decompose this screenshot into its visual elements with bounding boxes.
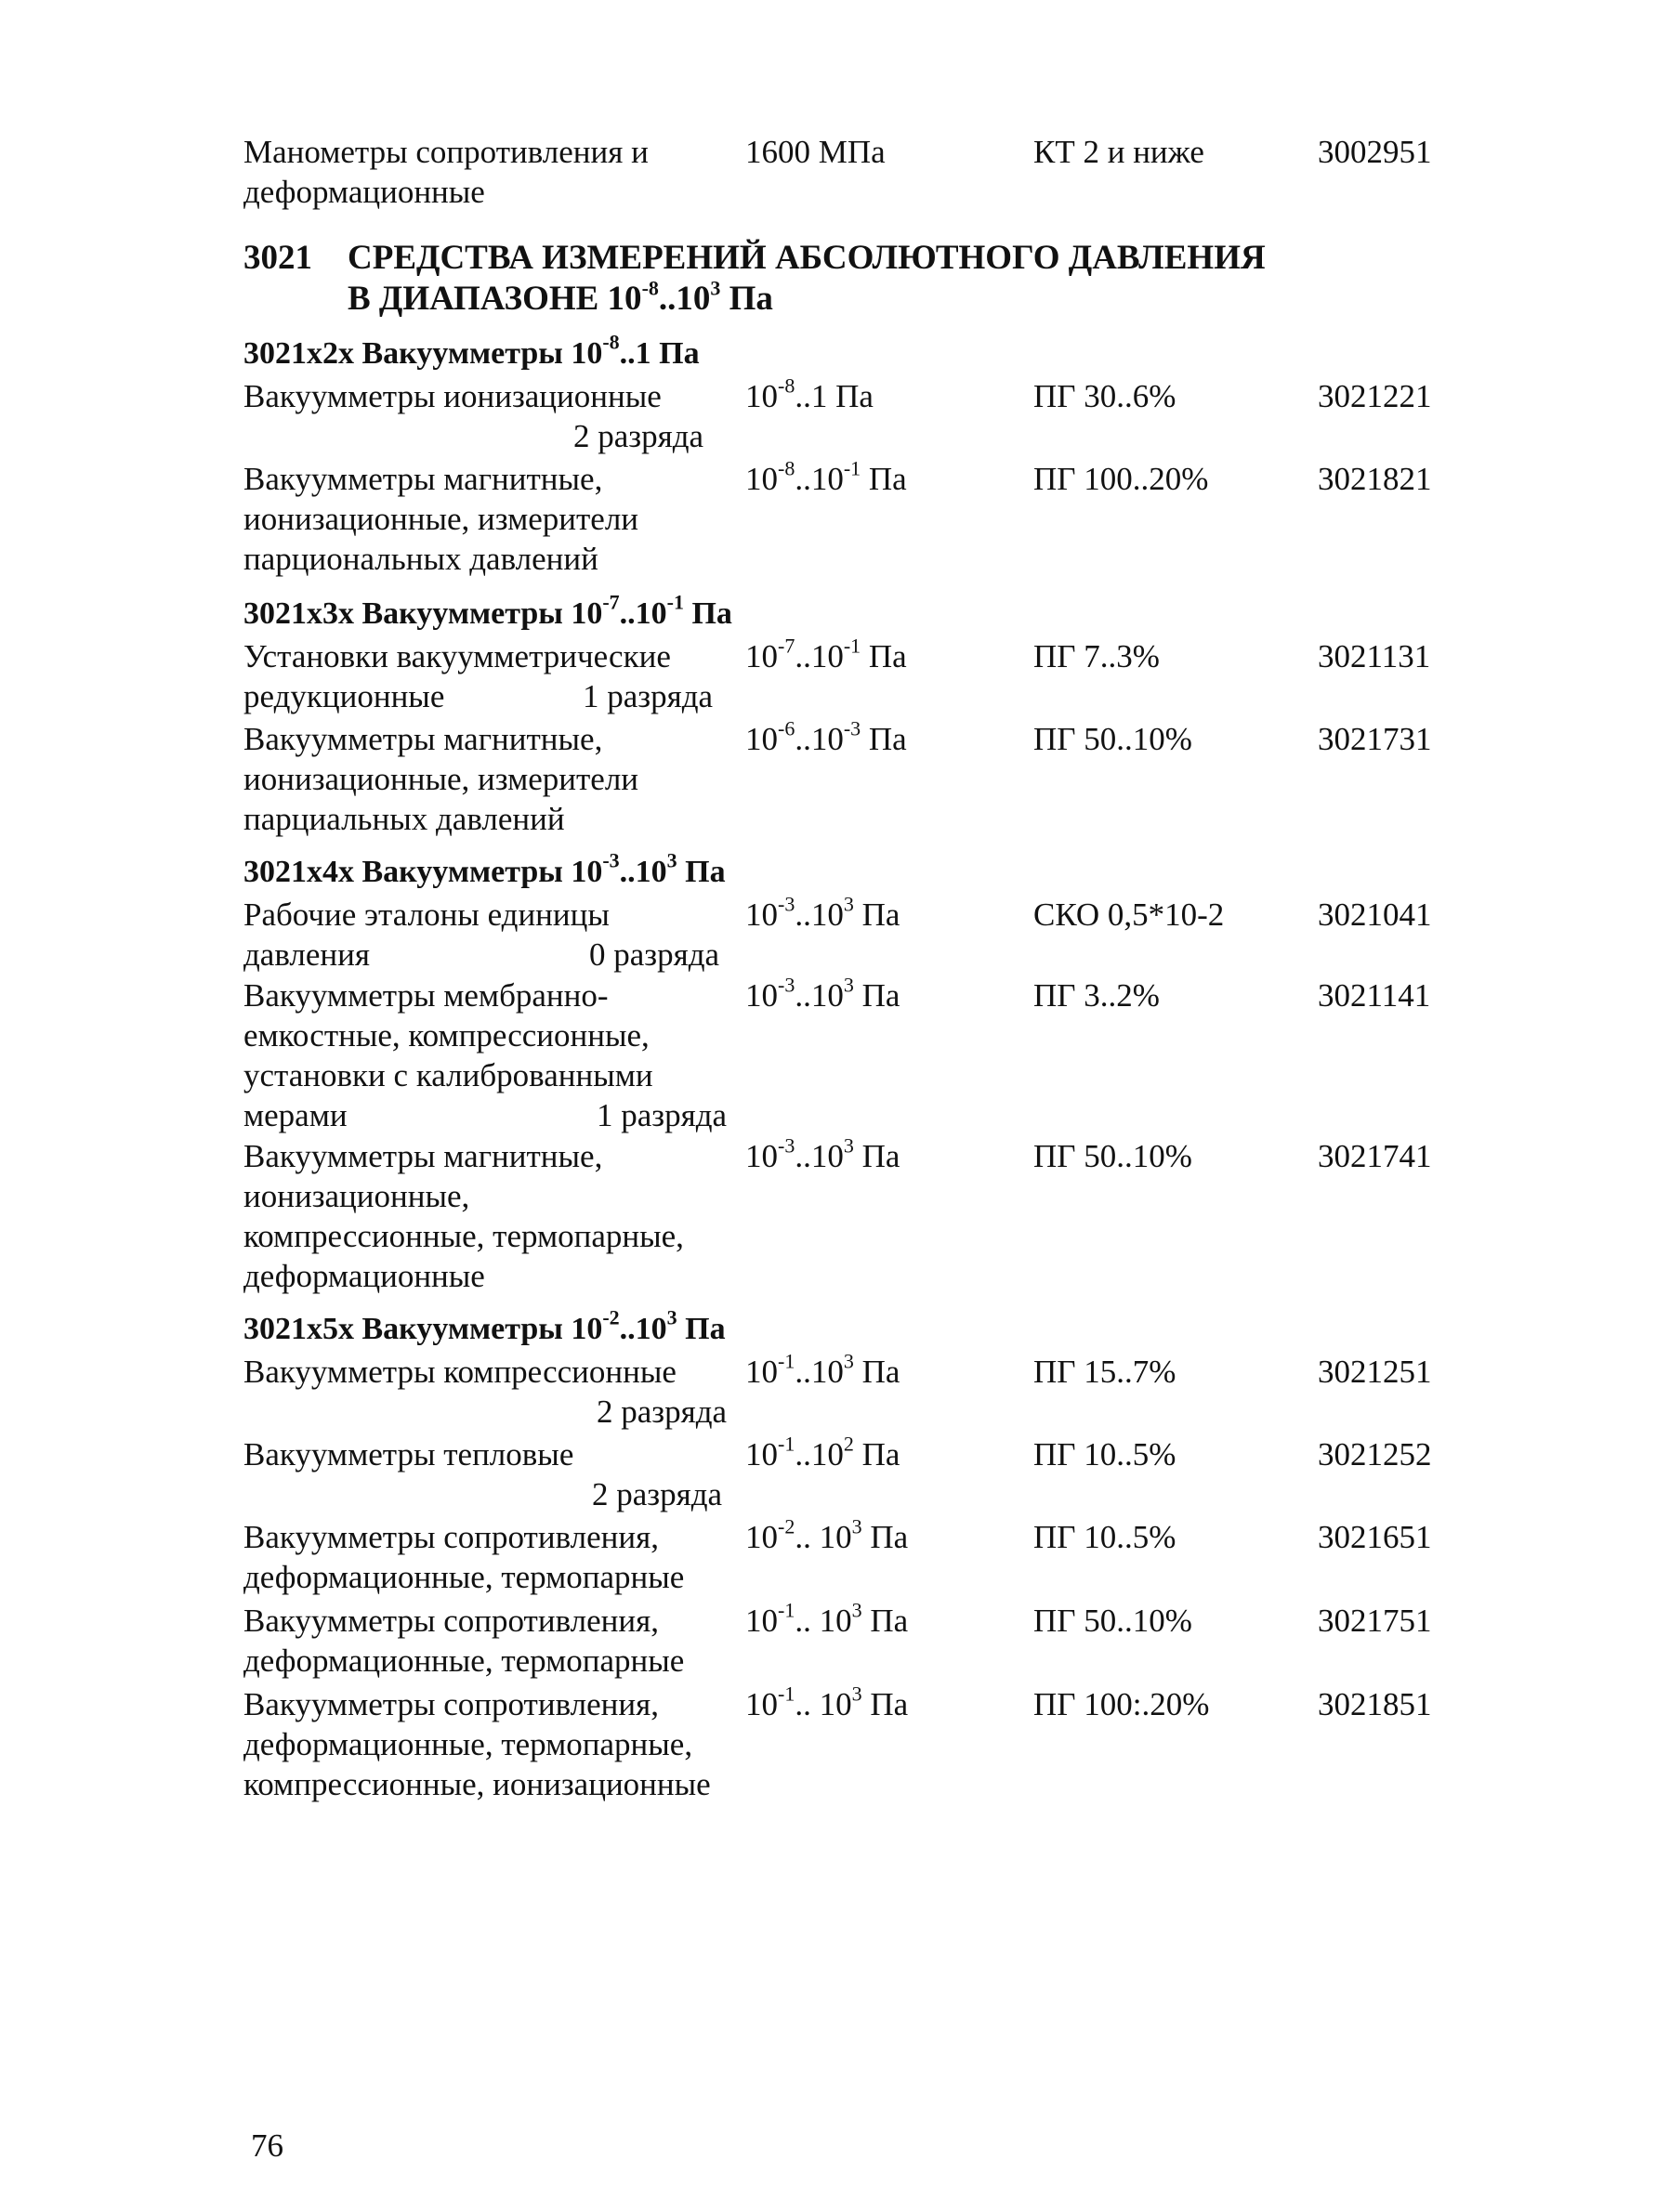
page-number: 76	[251, 2127, 283, 2164]
section-title-line1: СРЕДСТВА ИЗМЕРЕНИЙ АБСОЛЮТНОГО ДАВЛЕНИЯ	[348, 239, 1266, 277]
row-range: $10^{-1}$.. $10^3$ Па	[745, 1682, 909, 1722]
row-accuracy: ПГ 50..10%	[1033, 1138, 1192, 1174]
row-accuracy: ПГ 3..2%	[1033, 977, 1160, 1014]
row-code: 3021741	[1318, 1138, 1432, 1174]
row-description: Рабочие эталоны единицы давления 0 разряда	[243, 897, 720, 973]
row-accuracy: КТ 2 и ниже	[1033, 134, 1204, 170]
row-accuracy: ПГ 7..3%	[1033, 638, 1160, 674]
row-accuracy: ПГ 100:.20%	[1033, 1686, 1210, 1722]
rank-label: 2 разряда	[573, 418, 704, 454]
description-with-rank: редукционные 1 разряда	[243, 678, 714, 714]
row-range: $10^{-3}..10^3$ Па	[745, 892, 900, 933]
row-accuracy: ПГ 15..7%	[1033, 1354, 1176, 1390]
row-code: 3021751	[1318, 1603, 1432, 1639]
section-title	[348, 238, 1266, 320]
row-description: Вакуумметры магнитные, ионизационные, измерители парциональных давлений	[243, 461, 639, 577]
row-accuracy: ПГ 50..10%	[1033, 1603, 1192, 1639]
row-range: $10^{-8}..10^{-1}$ Па	[745, 456, 907, 497]
row-code: 3021651	[1318, 1519, 1432, 1555]
row-accuracy: ПГ 30..6%	[1033, 378, 1176, 414]
row-accuracy: ПГ 10..5%	[1033, 1519, 1176, 1555]
section-title-line2: В ДИАПАЗОНЕ $10^{-8}..10^3$ Па	[348, 276, 773, 318]
row-description: Вакуумметры мембранно- емкостные, компрессионные, установки с калиброванными мерами 1 разряда	[243, 977, 728, 1133]
row-description: Установки вакуумметрические редукционные 1 разряда	[243, 638, 714, 714]
row-range: $10^{-3}..10^3$ Па	[745, 1133, 900, 1174]
row-description: Вакуумметры сопротивления, деформационные, термопарные	[243, 1603, 685, 1679]
description-line: деформационные	[243, 174, 485, 210]
rank-label: 0 разряда	[589, 936, 720, 973]
group-header: 3021x2x Вакуумметры $10^{-8}..1$ Па	[243, 330, 700, 371]
row-accuracy: СКО 0,5*10-2	[1033, 897, 1225, 933]
row-code: 3021221	[1318, 378, 1432, 414]
row-code: 3021251	[1318, 1354, 1432, 1390]
description-line: Манометры сопротивления и	[243, 134, 649, 170]
row-range: $10^{-6}..10^{-3}$ Па	[745, 716, 907, 757]
row-code: 3021851	[1318, 1686, 1432, 1722]
row-description: Вакуумметры ионизационные 2 разряда	[243, 378, 704, 454]
section-number: 3021	[243, 239, 312, 277]
row-description: Вакуумметры компрессионные 2 разряда	[243, 1354, 728, 1430]
row-code: 3021731	[1318, 721, 1432, 757]
row-code: 3021041	[1318, 897, 1432, 933]
row-range: $10^{-2}$.. $10^3$ Па	[745, 1514, 909, 1555]
row-description: Вакуумметры тепловые 2 разряда	[243, 1436, 723, 1512]
row-description: Вакуумметры сопротивления, деформационные, термопарные, компрессионные, ионизационные	[243, 1686, 711, 1802]
rank-label: 1 разряда	[597, 1097, 728, 1133]
group-header: 3021x5x Вакуумметры $10^{-2}..10^3$ Па	[243, 1305, 726, 1346]
row-code: 3021141	[1318, 977, 1431, 1014]
row-range: $10^{-1}..10^2$ Па	[745, 1432, 900, 1472]
row-code: 3021252	[1318, 1436, 1432, 1472]
row-code: 3021821	[1318, 461, 1432, 497]
row-code: 3021131	[1318, 638, 1431, 674]
row-range: $10^{-7}..10^{-1}$ Па	[745, 634, 907, 674]
rank-label: 1 разряда	[583, 678, 714, 714]
row-description: Вакуумметры сопротивления, деформационные, термопарные	[243, 1519, 685, 1595]
group-header: 3021x4x Вакуумметры $10^{-3}..10^3$ Па	[243, 848, 726, 889]
row-accuracy: ПГ 50..10%	[1033, 721, 1192, 757]
row-accuracy: ПГ 10..5%	[1033, 1436, 1176, 1472]
row-range: $10^{-1}..10^3$ Па	[745, 1349, 900, 1390]
rank-label: 2 разряда	[597, 1394, 728, 1430]
rank-label: 2 разряда	[592, 1476, 723, 1512]
row-accuracy: ПГ 100..20%	[1033, 461, 1209, 497]
row-range: 1600 МПа	[745, 134, 886, 170]
description-with-rank: мерами 1 разряда	[243, 1097, 728, 1133]
row-description	[243, 132, 649, 212]
group-header: 3021x3x Вакуумметры $10^{-7}..10^{-1}$ Па	[243, 590, 732, 631]
row-range: $10^{-8}..1$ Па	[745, 373, 874, 414]
row-description: Вакуумметры магнитные, ионизационные, компрессионные, термопарные, деформационные	[243, 1138, 684, 1294]
row-range: $10^{-1}$.. $10^3$ Па	[745, 1598, 909, 1639]
row-range: $10^{-3}..10^3$ Па	[745, 973, 900, 1014]
row-code: 3002951	[1318, 134, 1432, 170]
description-with-rank: давления 0 разряда	[243, 936, 720, 973]
row-description: Вакуумметры магнитные, ионизационные, измерители парциальных давлений	[243, 721, 639, 837]
